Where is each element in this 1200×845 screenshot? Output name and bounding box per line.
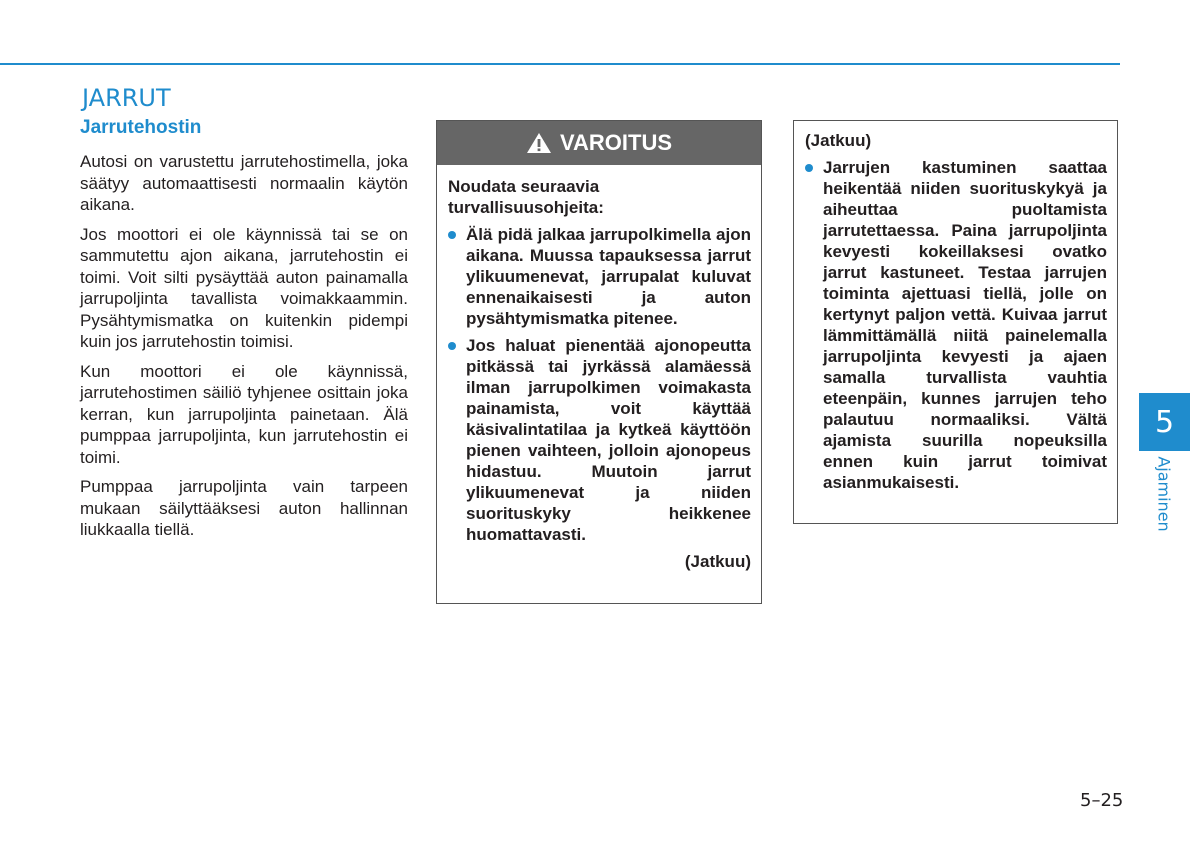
warning-content <box>437 165 761 572</box>
list-item-text: Jos haluat pienentää ajonopeutta pitkässä tai jyrkässä alamäessä ilman jarrupolkimen voimakasta painamista, voit käyttää käsivalintatilaa ja kytkeä käyttöön pienen vaihteen, jolloin ajonopeus hidastuu. Muutoin jarrut ylikuumenevat ja niiden suorituskyky heikkenee huomattavasti. <box>466 336 751 544</box>
list-item <box>448 224 751 329</box>
continued-box <box>793 120 1118 524</box>
list-item <box>448 335 751 545</box>
chapter-tab: 5 <box>1139 393 1190 451</box>
bullet-icon <box>448 231 456 239</box>
subheading: Jarrutehostin <box>80 117 202 138</box>
continued-label: (Jatkuu) <box>684 552 751 571</box>
warning-title: VAROITUS <box>559 130 673 155</box>
warning-triangle-icon <box>526 132 552 154</box>
page-number: 5–25 <box>1080 790 1124 811</box>
warning-header <box>437 121 761 165</box>
bullet-icon <box>805 164 813 172</box>
paragraph: Kun moottori ei ole käynnissä, jarrutehostimen säiliö tyhjenee osittain joka kerran, kun jarrupoljinta painetaan. Älä pumppaa jarrupoljinta, kun jarrutehostin ei toimi. <box>80 361 408 467</box>
list-item-text: Jarrujen kastuminen saattaa heikentää niiden suorituskykyä ja aiheuttaa puoltamista jarrutettaessa. Paina jarrupoljinta kevyesti kokeillaksesi ovatko jarrut kastuneet. Testaa jarrujen toiminta ajettuasi tiellä, jolle on kertynyt paljon vettä. Kuivaa jarrut lämmittämällä niitä painelemalla jarrupoljinta kevyesti ja ajaen samalla turvallista vauhtia eteenpäin, kunnes jarrujen teho palautuu normaaliksi. Vältä ajamista suurilla nopeuksilla ennen kuin jarrut toimivat asianmukaisesti. <box>823 158 1107 492</box>
list-item-text: Älä pidä jalkaa jarrupolkimella ajon aikana. Muussa tapauksessa jarrut ylikuumenevat, jarrupalat kuluvat ennenaikaisesti ja auton pysähtymismatka pitenee. <box>466 225 751 328</box>
left-column <box>80 117 408 549</box>
bullet-icon <box>448 342 456 350</box>
chapter-label: Ajaminen <box>1154 456 1174 532</box>
continued-label: (Jatkuu) <box>805 131 872 150</box>
top-rule <box>0 63 1120 65</box>
warning-box <box>436 120 762 604</box>
paragraph: Pumppaa jarrupoljinta vain tarpeen mukaan säilyttääksesi auton hallinnan liukkaalla tiellä. <box>80 477 408 539</box>
paragraph: Jos moottori ei ole käynnissä tai se on sammutettu ajon aikana, jarrutehostin ei toimi. Voit silti pysäyttää auton painamalla jarrupoljinta tavallista voimakkaammin. Pysähtymismatka on kuitenkin pidempi kuin jos jarrutehostin toimisi. <box>80 224 408 351</box>
warning-intro: Noudata seuraavia turvallisuusohjeita: <box>448 177 604 217</box>
list-item <box>805 157 1107 493</box>
section-title: JARRUT <box>82 84 171 112</box>
paragraph: Autosi on varustettu jarrutehostimella, joka säätyy automaattisesti normaalin käytön aikana. <box>80 152 408 214</box>
